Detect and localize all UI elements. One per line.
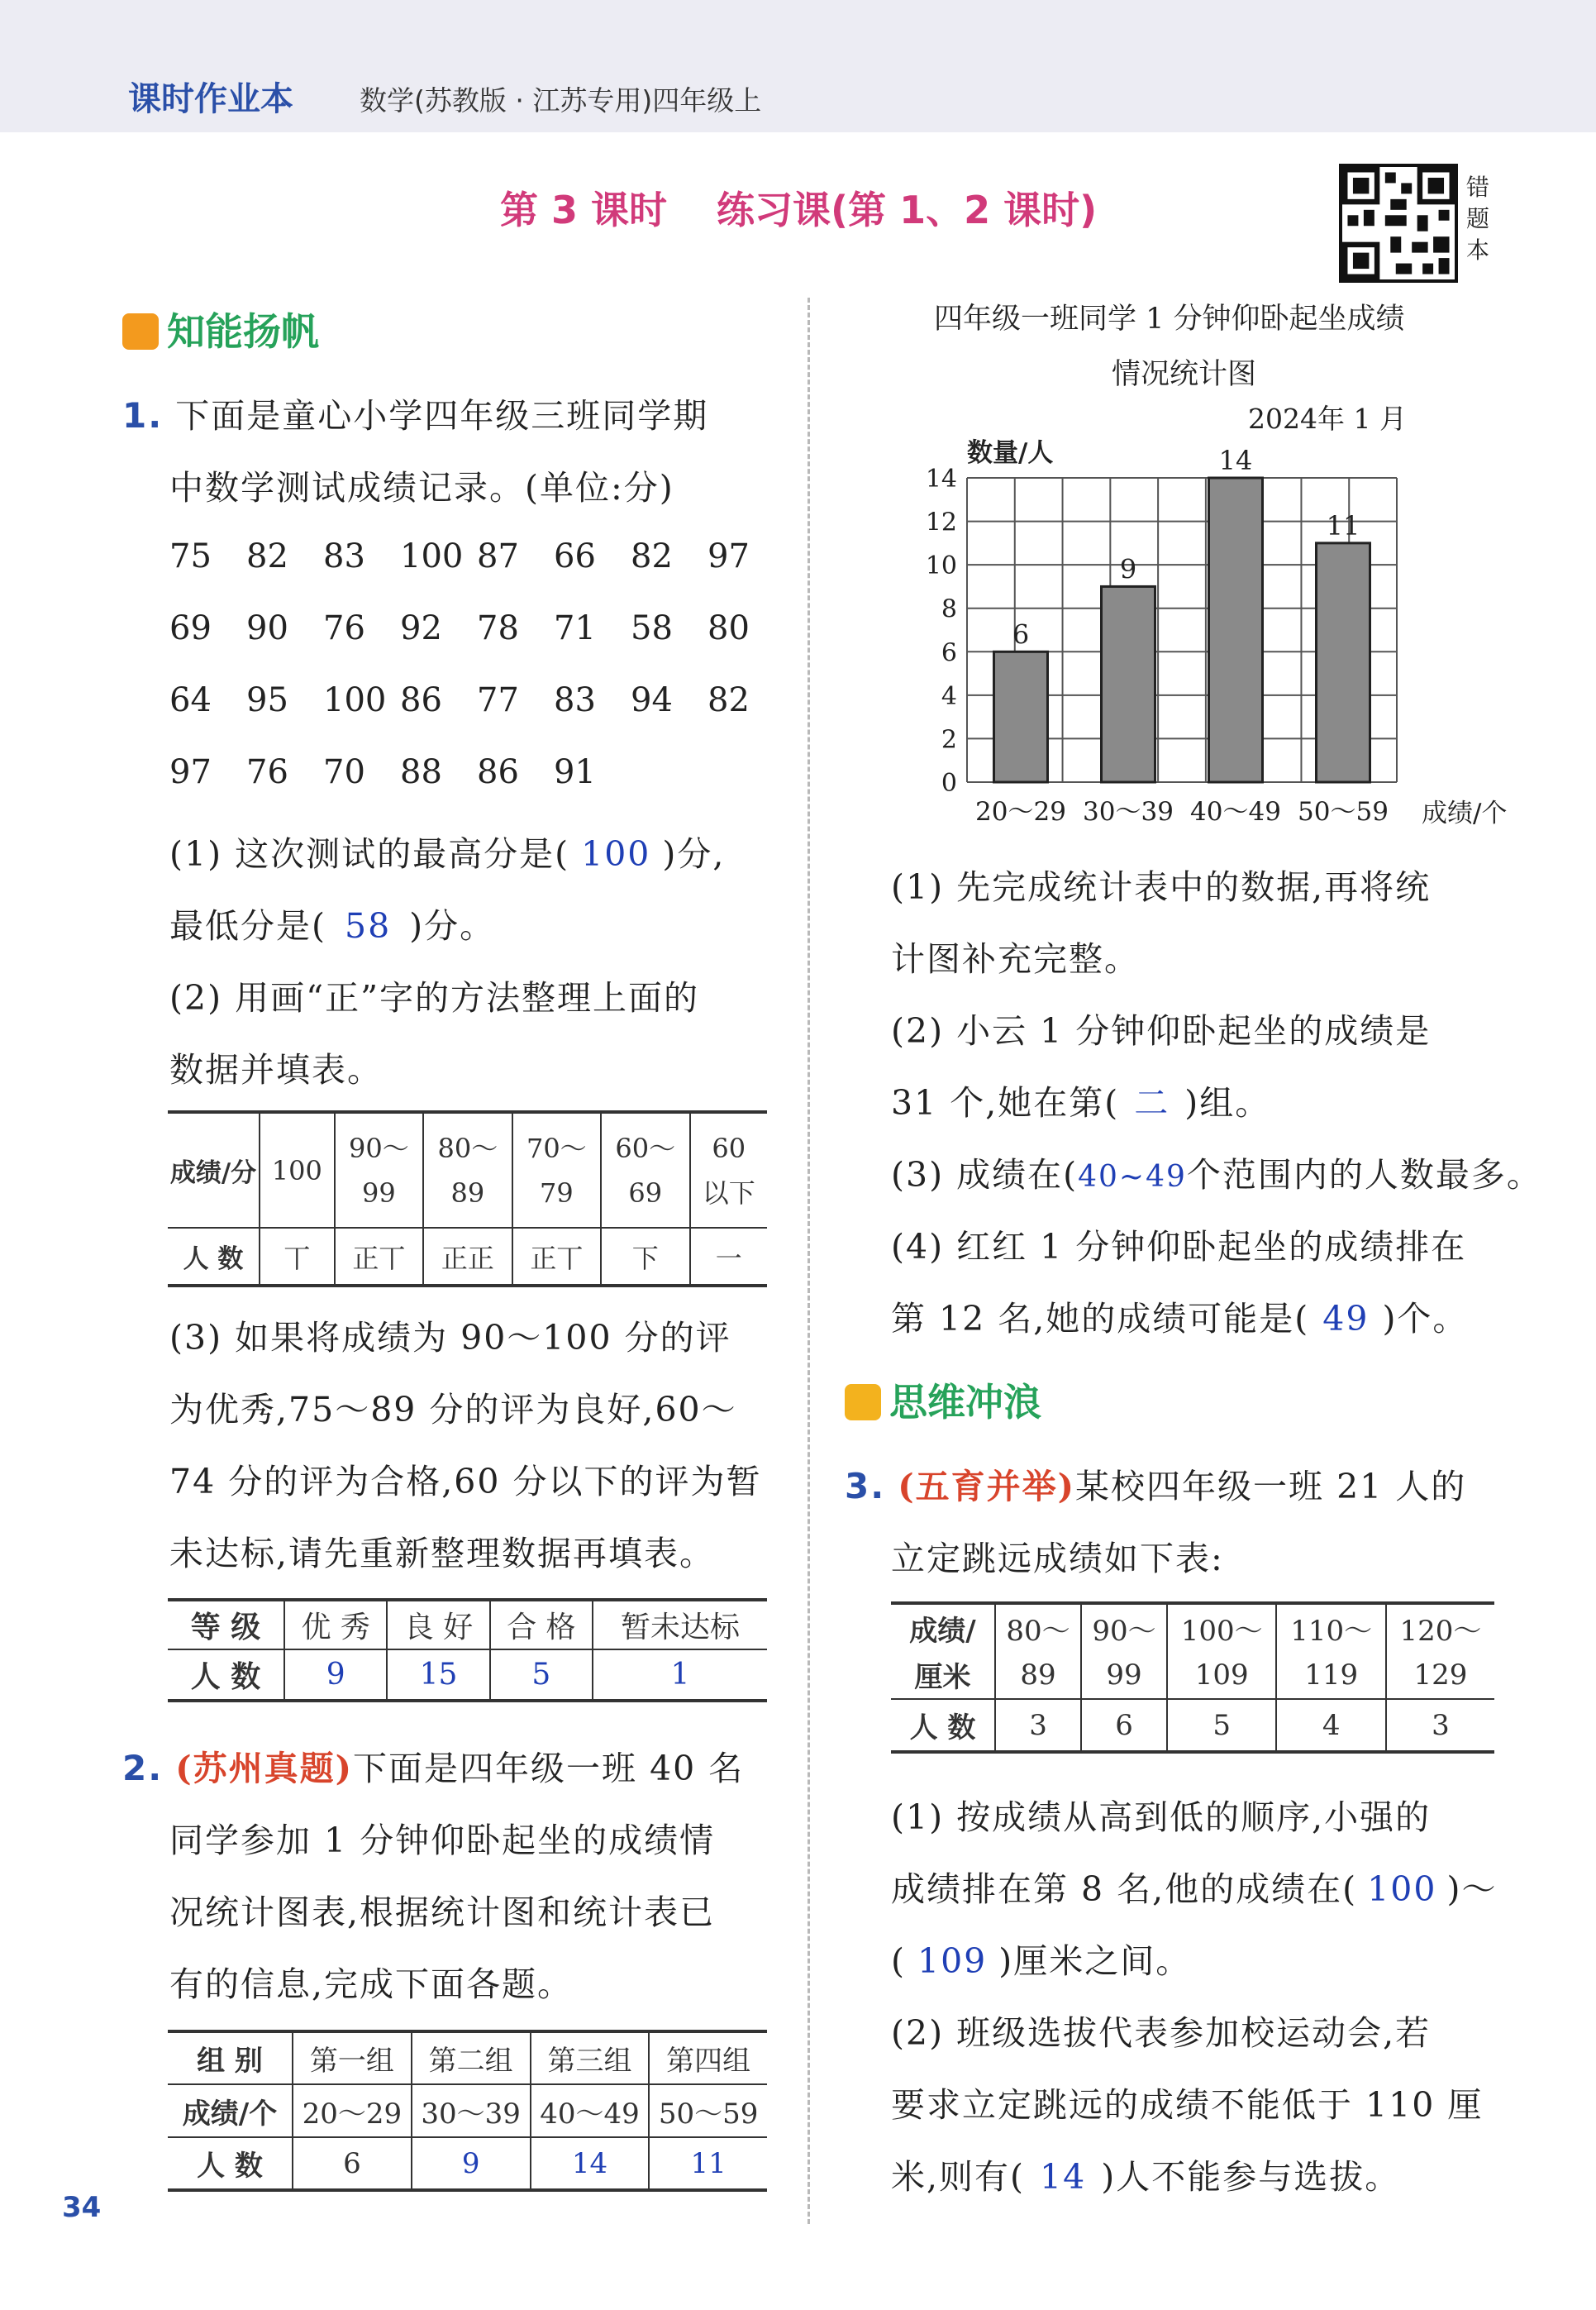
q2-line4: 有的信息,完成下面各题。: [169, 1964, 574, 2004]
jump-range-top: 120～: [1399, 1614, 1482, 1648]
bar: [1209, 478, 1263, 782]
wrong-questions-label[interactable]: 错题本: [1466, 174, 1490, 264]
chart-y-ticks: [926, 465, 957, 798]
score: 83: [323, 537, 365, 575]
jump-range-bot: 119: [1276, 1651, 1385, 1699]
q1p1-text: )分,: [662, 834, 726, 874]
tally-header-top: 70～: [526, 1132, 587, 1164]
q1-line1: [122, 389, 708, 437]
q3-part1-line3: [891, 1934, 1191, 1983]
q3-line1: [845, 1459, 1466, 1508]
chart-x-ticks: [975, 797, 1389, 827]
tally-mark: 正丅: [512, 1228, 601, 1286]
q3p1-text: )～: [1446, 1869, 1498, 1909]
tally-mark: 一: [715, 1242, 742, 1274]
bar-value-label: 6: [1012, 618, 1030, 651]
q2p4-text: 第 12 名,她的成绩可能是(: [891, 1299, 1310, 1339]
score: 75: [169, 537, 212, 575]
q1-part1-line1: [169, 827, 725, 876]
tally-header-top: 80～: [437, 1132, 498, 1164]
answer-score[interactable]: 49: [1322, 1299, 1370, 1339]
qr-code-graphic: [1342, 167, 1455, 279]
tally-table: [168, 1110, 767, 1287]
bar-chart: [901, 395, 1513, 833]
jump-range-top: 110～: [1276, 1603, 1385, 1651]
q3p2-text: 米,则有(: [891, 2157, 1026, 2197]
grade-level: 良 好: [387, 1600, 489, 1649]
score: 69: [169, 609, 212, 647]
q3-part1-line1: (1) 按成绩从高到低的顺序,小强的: [891, 1797, 1432, 1837]
jump-range-label: 成绩/: [891, 1603, 995, 1651]
group-label: 组 别: [168, 2031, 293, 2084]
q2-part4-line2: [891, 1291, 1468, 1340]
jump-range-top: 90～: [1081, 1603, 1167, 1651]
q2p4-text: )个。: [1382, 1299, 1469, 1339]
tally-header-bot: 69: [628, 1176, 663, 1209]
count-cell: 6: [293, 2137, 412, 2190]
tally-header-bot: 以下: [702, 1176, 755, 1209]
grade-count[interactable]: 5: [490, 1649, 593, 1701]
score: 94: [631, 681, 673, 719]
q1-text1: 下面是童心小学四年级三班同学期: [175, 396, 709, 436]
score: 82: [246, 537, 288, 575]
q2-text1: 下面是四年级一班 40 名: [353, 1749, 745, 1788]
q2p3-text: (3) 成绩在(: [891, 1155, 1079, 1195]
grade-level: 暂未达标: [620, 1611, 740, 1644]
q3-part2-line1: (2) 班级选拔代表参加校运动会,若: [891, 2013, 1432, 2053]
score: 87: [477, 537, 519, 575]
q1-number: 1.: [122, 395, 164, 436]
score: 77: [477, 681, 519, 719]
section-title-2: [845, 1372, 1041, 1427]
q1-part2-line2: 数据并填表。: [169, 1050, 383, 1090]
q2-part4-line1: (4) 红红 1 分钟仰卧起坐的成绩排在: [891, 1227, 1467, 1267]
count-label: 人 数: [168, 2137, 293, 2190]
tally-mark: 正正: [423, 1228, 512, 1286]
q2p3-text: 个范围内的人数最多。: [1186, 1155, 1542, 1195]
tally-header-top: 90～: [349, 1132, 409, 1164]
score: 88: [400, 753, 442, 791]
grade-level: 合 格: [490, 1600, 593, 1649]
x-tick-label: 40～49: [1190, 797, 1281, 827]
score: 97: [707, 537, 750, 575]
jump-range-bot: 99: [1081, 1651, 1167, 1699]
x-tick-label: 30～39: [1083, 797, 1174, 827]
bar-value-label: 14: [1218, 445, 1253, 476]
chart-title-2: 情况统计图: [1112, 358, 1257, 391]
tally-header-bot: 79: [539, 1176, 574, 1209]
count-cell-answer[interactable]: 11: [690, 2146, 727, 2180]
jump-range-bot: 89: [995, 1651, 1081, 1699]
jump-range-bot: 109: [1167, 1651, 1276, 1699]
tally-header: 100: [260, 1112, 335, 1228]
answer-range[interactable]: 40~49: [1078, 1160, 1187, 1194]
q1-part3-line1: (3) 如果将成绩为 90～100 分的评: [169, 1318, 731, 1358]
score: 100: [323, 681, 387, 719]
chart-bars: [994, 445, 1370, 782]
score: 66: [554, 537, 596, 575]
y-tick-label: 4: [941, 681, 957, 711]
column-divider: [808, 298, 810, 2224]
score: 86: [477, 753, 519, 791]
score: 82: [631, 537, 673, 575]
score: 76: [246, 753, 288, 791]
y-tick-label: 10: [925, 551, 957, 581]
score: 58: [631, 609, 673, 647]
jump-count-label: 人 数: [891, 1699, 995, 1752]
jump-range-label-2: 厘米: [891, 1651, 995, 1699]
score: 76: [323, 609, 365, 647]
score: 90: [246, 609, 288, 647]
grade-count[interactable]: 15: [387, 1649, 489, 1701]
q2-part2-line2: [891, 1076, 1270, 1124]
tally-row-label: 成绩/分: [168, 1112, 260, 1228]
y-tick-label: 2: [941, 725, 957, 755]
q2-line1: [122, 1741, 744, 1790]
group-name: 第四组: [666, 2045, 751, 2078]
q3p1-text: )厘米之间。: [998, 1941, 1192, 1981]
q3-part1-line2: [891, 1862, 1497, 1911]
group-name: 第三组: [531, 2031, 650, 2084]
q2-line3: 况统计图表,根据统计图和统计表已: [169, 1892, 716, 1932]
tally-mark: 正丅: [335, 1228, 423, 1286]
q2-number: 2.: [122, 1748, 164, 1788]
chart-date: 2024年 1 月: [1248, 403, 1407, 435]
q2p2-text: 31 个,她在第(: [891, 1083, 1120, 1123]
q3-tag: (五育并举): [898, 1467, 1076, 1506]
jump-count: 3: [995, 1699, 1081, 1752]
score: 78: [477, 609, 519, 647]
answer-lower-bound[interactable]: 100: [1367, 1869, 1437, 1909]
lesson-number: 第 3 课时: [500, 188, 668, 232]
tally-header: [690, 1112, 768, 1228]
score: 92: [400, 609, 442, 647]
q2-part1-line2: 计图补充完整。: [891, 939, 1140, 979]
answer-highest[interactable]: 100: [581, 834, 651, 874]
x-tick-label: 20～29: [975, 797, 1066, 827]
jump-range-top: 100～: [1167, 1603, 1276, 1651]
score: 97: [169, 753, 212, 791]
q3p1-text: 成绩排在第 8 名,他的成绩在(: [891, 1869, 1358, 1909]
bar: [1102, 586, 1155, 782]
q1-part3-line2: 为优秀,75～89 分的评为良好,60～: [169, 1390, 737, 1429]
q1-line2: 中数学测试成绩记录。(单位:分): [169, 468, 674, 508]
q3-part2-line3: [891, 2150, 1400, 2198]
score: 91: [554, 753, 596, 791]
answer-upper-bound[interactable]: 109: [917, 1941, 988, 1981]
tally-header: [601, 1112, 689, 1228]
jump-range-top: 80～: [995, 1603, 1081, 1651]
q3-number: 3.: [845, 1466, 886, 1506]
score-row-4: [169, 753, 631, 791]
tally-header-top: 60: [712, 1132, 746, 1164]
q3p2-text: )人不能参与选拔。: [1101, 2157, 1401, 2197]
tally-header-bot: 99: [362, 1176, 396, 1209]
q2p2-text: )组。: [1184, 1083, 1271, 1123]
q1-part1-line2: [169, 899, 495, 947]
q3-part2-line2: 要求立定跳远的成绩不能低于 110 厘: [891, 2085, 1484, 2125]
q1p1-text: )分。: [409, 906, 496, 946]
score: 71: [554, 609, 596, 647]
section-title-1: [122, 302, 319, 356]
section1-label: 知能扬帆: [167, 309, 319, 354]
jump-count: 6: [1081, 1699, 1167, 1752]
score: 95: [246, 681, 288, 719]
score-row-3: [169, 681, 784, 719]
sail-icon: [122, 313, 159, 350]
range-cell: 50～59: [658, 2097, 759, 2131]
bar-value-label: 11: [1326, 509, 1360, 542]
chart-xlabel: 成绩/个: [1422, 799, 1508, 828]
wave-icon: [845, 1384, 881, 1420]
range-cell: 30～39: [412, 2084, 531, 2137]
q2-part2-line1: (2) 小云 1 分钟仰卧起坐的成绩是: [891, 1011, 1432, 1051]
q1-part3-line4: 未达标,请先重新整理数据再填表。: [169, 1534, 716, 1573]
jump-range-bot: 129: [1413, 1658, 1468, 1692]
score: 86: [400, 681, 442, 719]
y-tick-label: 6: [941, 638, 957, 668]
y-tick-label: 12: [925, 508, 957, 537]
answer-excluded-count[interactable]: 14: [1040, 2157, 1087, 2197]
y-tick-label: 14: [925, 465, 957, 494]
book-subtitle: 数学(苏教版 · 江苏专用)四年级上: [360, 84, 762, 117]
q1-part3-line3: 74 分的评为合格,60 分以下的评为暂: [169, 1462, 762, 1501]
section2-label: 思维冲浪: [889, 1380, 1041, 1425]
lesson-topic: 练习课(第 1、2 课时): [717, 188, 1098, 232]
tally-header-bot: 89: [450, 1176, 485, 1209]
q1p1-text: (1) 这次测试的最高分是(: [169, 834, 570, 874]
tally-header: [335, 1112, 423, 1228]
q2-part3: [891, 1148, 1542, 1196]
group-name: 第二组: [412, 2031, 531, 2084]
chart-ylabel: 数量/人: [967, 438, 1054, 468]
x-tick-label: 50～59: [1298, 797, 1389, 827]
page-header: [0, 0, 1596, 132]
y-tick-label: 0: [941, 769, 957, 798]
q1-part2-line1: (2) 用画“正”字的方法整理上面的: [169, 978, 700, 1018]
q2-part1-line1: (1) 先完成统计表中的数据,再将统: [891, 867, 1432, 907]
tally-mark: 丅: [260, 1228, 335, 1286]
tally-count-label: 人 数: [168, 1228, 260, 1286]
count-cell-answer[interactable]: 9: [412, 2137, 531, 2190]
tally-header: [512, 1112, 601, 1228]
situps-table: [168, 2030, 767, 2192]
score-row-2: [169, 609, 784, 647]
grade-count[interactable]: 9: [284, 1649, 387, 1701]
group-name: 第一组: [293, 2031, 412, 2084]
jump-count: 5: [1167, 1699, 1276, 1752]
score: 64: [169, 681, 212, 719]
bar: [1317, 543, 1370, 782]
chart-title: 四年级一班同学 1 分钟仰卧起坐成绩: [934, 303, 1405, 336]
score: 80: [707, 609, 750, 647]
score: 83: [554, 681, 596, 719]
grade-count-label: 人 数: [168, 1649, 284, 1701]
jump-count: 3: [1432, 1708, 1450, 1742]
page-number: 34: [62, 2191, 102, 2224]
book-brand: 课时作业本: [128, 80, 293, 118]
bar: [994, 651, 1048, 782]
q1p1-text: 最低分是(: [169, 906, 326, 946]
score: 100: [400, 537, 464, 575]
range-label: 成绩/个: [168, 2084, 293, 2137]
grade-level-label: 等 级: [168, 1600, 284, 1649]
q3-text1: 某校四年级一班 21 人的: [1075, 1467, 1467, 1506]
range-cell: 40～49: [531, 2084, 650, 2137]
tally-mark: 下: [601, 1228, 689, 1286]
grade-level: 优 秀: [284, 1600, 387, 1649]
grade-count[interactable]: 1: [670, 1658, 690, 1692]
answer-group[interactable]: 二: [1134, 1083, 1170, 1123]
grade-table: [168, 1598, 767, 1702]
qr-code-icon[interactable]: [1339, 164, 1458, 283]
jump-count: 4: [1276, 1699, 1385, 1752]
bar-value-label: 9: [1119, 553, 1137, 585]
tally-header: [423, 1112, 512, 1228]
score-row-1: [169, 537, 784, 575]
q3-line2: 立定跳远成绩如下表:: [891, 1539, 1224, 1578]
lesson-title: [500, 180, 1097, 235]
q2-tag: (苏州真题): [175, 1749, 354, 1788]
answer-lowest[interactable]: 58: [345, 906, 392, 946]
count-cell-answer[interactable]: 14: [531, 2137, 650, 2190]
q2-line2: 同学参加 1 分钟仰卧起坐的成绩情: [169, 1821, 716, 1860]
y-tick-label: 8: [941, 594, 957, 624]
score: 70: [323, 753, 365, 791]
q3p1-text: (: [891, 1941, 906, 1981]
range-cell: 20～29: [293, 2084, 412, 2137]
score: 82: [707, 681, 750, 719]
jump-table: [891, 1601, 1494, 1754]
tally-header-top: 60～: [615, 1132, 676, 1164]
